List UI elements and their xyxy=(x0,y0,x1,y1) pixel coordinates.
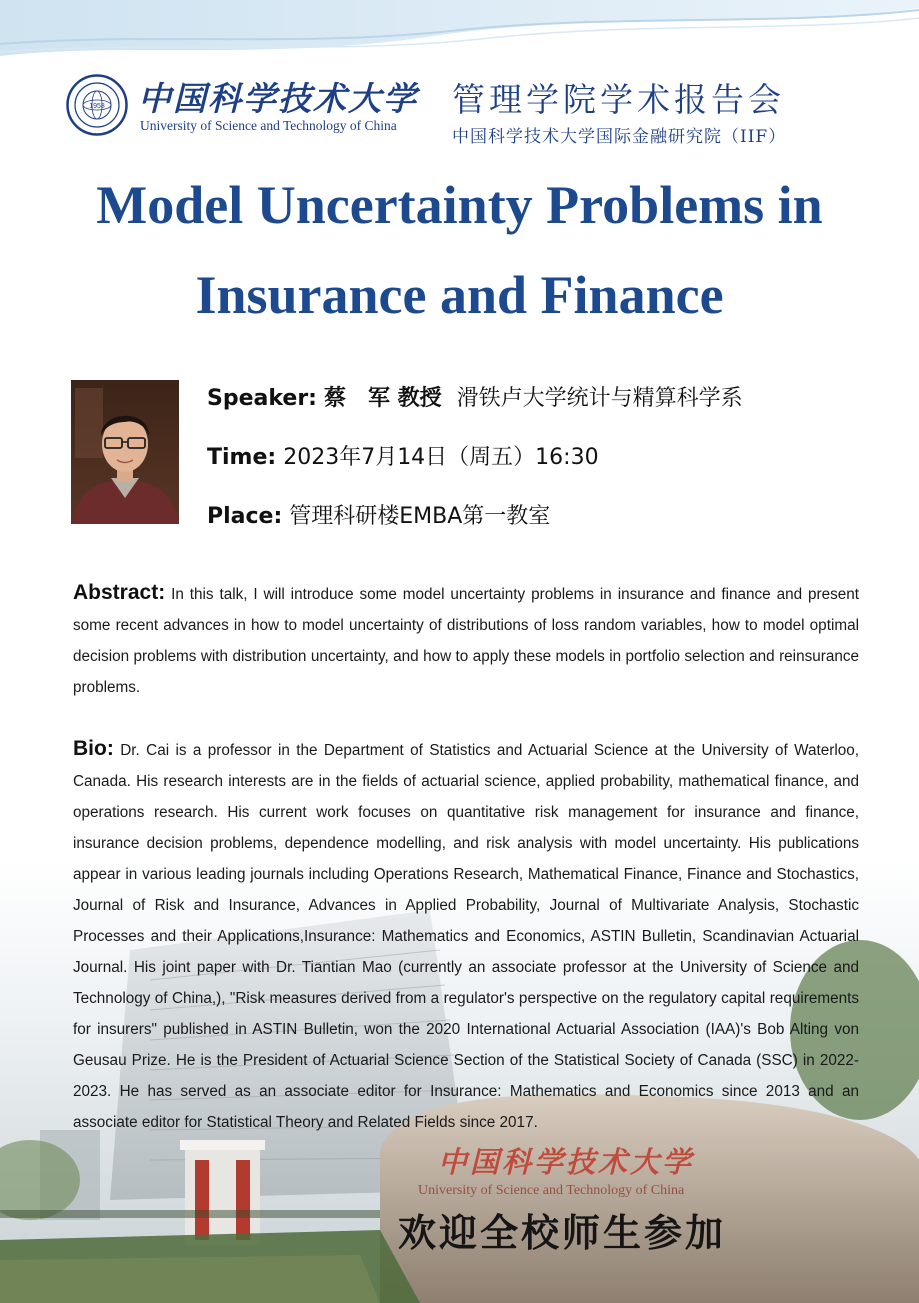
place-value: 管理科研楼EMBA第一教室 xyxy=(289,504,551,529)
speaker-line xyxy=(207,381,743,412)
talk-title-line-1: Model Uncertainty Problems in xyxy=(96,175,823,235)
speaker-name: 蔡 军 教授 xyxy=(323,386,442,411)
rock-inscription-cn: 中国科学技术大学 xyxy=(438,1145,695,1179)
welcome-slogan: 欢迎全校师生参加 xyxy=(398,1210,727,1255)
report-series-subtitle: 中国科学技术大学国际金融研究院（IIF） xyxy=(452,127,787,147)
bio-text: Dr. Cai is a professor in the Department of Statistics and Actuarial Science at the University of Waterloo, Canada. His research interests are in the fields of actuarial science, applied probability, mathematical finance, and operations research. His current work focuses on quantitative risk management for insurance and finance, insurance decision problems, dependence modelling, and risk analysis with model uncertainty. His publications appear in various leading journals including Operations Research, Mathematical Finance, Finance and Stochastics, Journal of Risk and Insurance, Advances in Applied Probability, Journal of Multivariate Analysis, Stochastic Processes and their Applications,Insurance: Mathematics and Economics, ASTIN Bulletin, Scandinavian Actuarial Journal. His joint paper with Dr. Tiantian Mao (currently an associate professor at the University of Science and Technology of China,), "Risk measures derived from a regulator's perspective on the regulatory capital requirements for insurers" published in ASTIN Bulletin, won the 2020 International Actuarial Association (IAA)'s Bob Alting von Geusau Prize. He is the President of Actuarial Science Section of the Statistical Society of Canada (SSC) in 2022-2023. He has served as an associate editor for Insurance: Mathematics and Economics since 2013 and an associate editor for Statistical Theory and Related Fields since 2017. xyxy=(73,742,859,1131)
speaker-photo xyxy=(71,380,179,524)
bio-label: Bio: xyxy=(73,737,114,760)
time-value: 2023年7月14日（周五）16:30 xyxy=(283,445,599,470)
abstract-label: Abstract: xyxy=(73,581,166,604)
talk-title-line-2: Insurance and Finance xyxy=(195,265,724,325)
time-label: Time: xyxy=(207,445,277,470)
school-name-cn: 中国科学技术大学 xyxy=(138,79,418,118)
report-series-title: 管理学院学术报告会 xyxy=(452,80,785,119)
place-label: Place: xyxy=(207,504,283,529)
seal-year: 1958 xyxy=(89,103,105,110)
university-seal-logo xyxy=(66,74,128,136)
talk-title xyxy=(0,160,919,340)
rock-inscription-en: University of Science and Technology of China xyxy=(418,1183,685,1198)
abstract-text: In this talk, I will introduce some model uncertainty problems in insurance and finance and present some recent advances in how to model uncertainty of distributions of loss random variables, how to model optimal decision problems with distribution uncertainty, and how to apply these models in portfolio selection and reinsurance problems. xyxy=(73,586,860,696)
time-line xyxy=(207,440,599,471)
school-name-en: University of Science and Technology of China xyxy=(140,118,397,133)
bio-paragraph xyxy=(73,733,859,1138)
abstract-paragraph xyxy=(73,577,859,703)
speaker-department: 滑铁卢大学统计与精算科学系 xyxy=(456,386,743,411)
top-wave-decoration xyxy=(0,0,919,70)
speaker-label: Speaker: xyxy=(207,386,317,411)
place-line xyxy=(207,499,550,530)
